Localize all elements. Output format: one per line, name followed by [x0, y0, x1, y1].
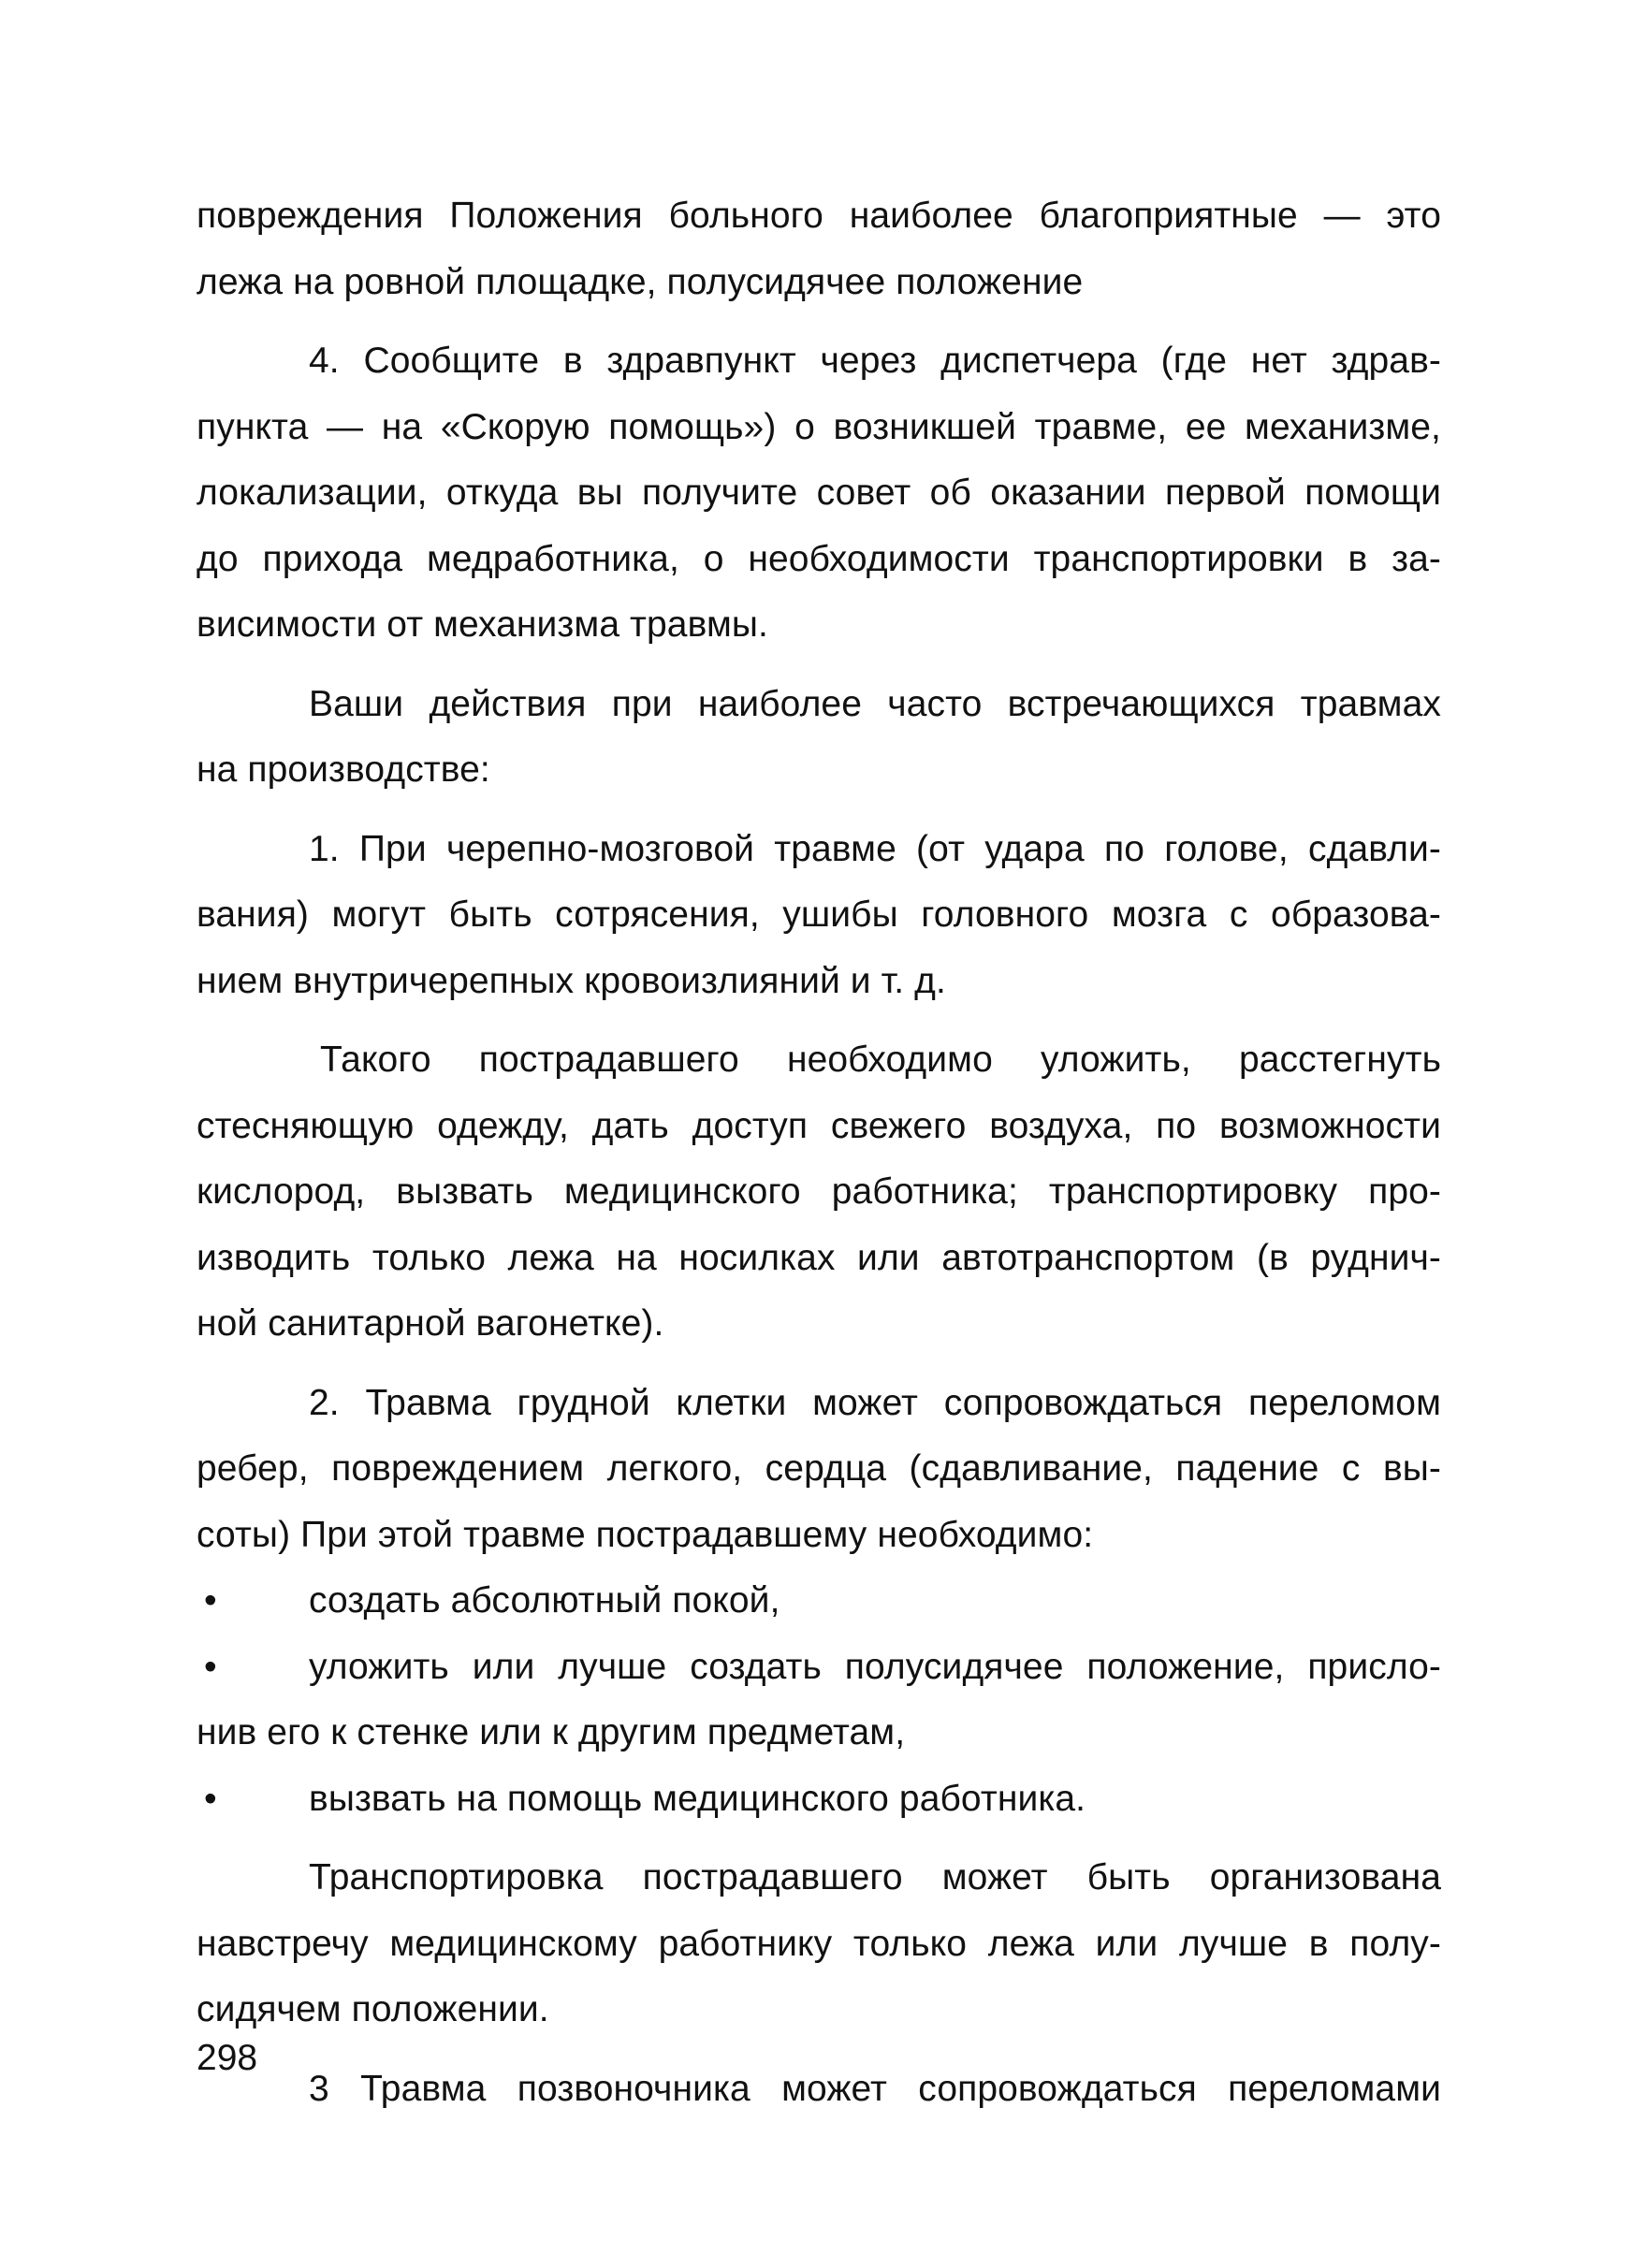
text-line: 3 Травма позвоночника может сопровождаться переломами — [309, 2068, 1441, 2109]
paragraph-chest-transport — [197, 1845, 1441, 2043]
text-line: Транспортировка пострадавшего может быть организована — [309, 1857, 1441, 1897]
text-line: Такого пострадавшего необходимо уложить, расстегнуть — [320, 1040, 1441, 1080]
text-line: до прихода медработника, о необходимости транспортировки в за- — [197, 538, 1441, 579]
text-line: стесняющую одежду, дать доступ свежего воздуха, по возможности — [197, 1105, 1441, 1146]
paragraph-report-injury — [197, 328, 1441, 659]
text-line: сидячем положении. — [197, 1989, 549, 2029]
paragraph-head-injury — [197, 817, 1441, 1015]
text-line: Ваши действия при наиболее часто встречающихся травмах — [309, 683, 1441, 724]
text-line: уложить или лучше создать полусидячее положение, присло- — [309, 1646, 1441, 1687]
text-line: 4. Сообщите в здравпункт через диспетчера (где нет здрав- — [309, 341, 1441, 381]
paragraph-head-injury-care — [197, 1027, 1441, 1358]
text-line: лежа на ровной площадке, полусидячее положение — [197, 261, 1084, 302]
text-line: изводить только лежа на носилках или автотранспортом (в руднич- — [197, 1237, 1441, 1278]
bullet-item — [197, 1635, 1441, 1766]
page-body — [197, 183, 1441, 2122]
paragraph-positions — [197, 183, 1441, 315]
text-line: локализации, откуда вы получите совет об оказании первой помощи — [197, 472, 1441, 513]
bullet-icon: • — [204, 1778, 217, 1819]
text-line: нив его к стенке или к другим предметам, — [197, 1712, 906, 1752]
text-line: на производстве: — [197, 749, 490, 790]
bullet-icon: • — [204, 1646, 217, 1687]
text-line: 1. При черепно-мозговой травме (от удара по голове, сдавли- — [309, 828, 1441, 869]
page-number: 298 — [197, 2038, 258, 2078]
text-line: нием внутричерепных кровоизлияний и т. д. — [197, 960, 946, 1001]
text-line: соты) При этой травме пострадавшему необходимо: — [197, 1514, 1094, 1555]
bullet-item — [197, 1766, 1441, 1833]
paragraph-spine-injury — [197, 2057, 1441, 2123]
text-line: повреждения Положения больного наиболее благоприятные — это — [197, 196, 1441, 236]
paragraph-actions-intro — [197, 672, 1441, 804]
text-line: ной санитарной вагонетке). — [197, 1303, 664, 1344]
text-line: вызвать на помощь медицинского работника. — [309, 1778, 1086, 1819]
bullet-icon: • — [204, 1580, 217, 1621]
text-line: кислород, вызвать медицинского работника; транспортировку про- — [197, 1171, 1441, 1212]
text-line: 2. Травма грудной клетки может сопровождаться переломом — [309, 1382, 1441, 1423]
text-line: ребер, повреждением легкого, сердца (сдавливание, падение с вы- — [197, 1448, 1441, 1489]
text-line: висимости от механизма травмы. — [197, 604, 768, 645]
bullet-item — [197, 1568, 1441, 1635]
text-line: вания) могут быть сотрясения, ушибы головного мозга с образова- — [197, 894, 1441, 935]
text-line: пункта — на «Скорую помощь») о возникшей травме, ее механизме, — [197, 406, 1441, 447]
paragraph-chest-injury — [197, 1371, 1441, 1569]
text-line: навстречу медицинскому работнику только лежа или лучше в полу- — [197, 1923, 1441, 1964]
text-line: создать абсолютный покой, — [309, 1580, 780, 1621]
